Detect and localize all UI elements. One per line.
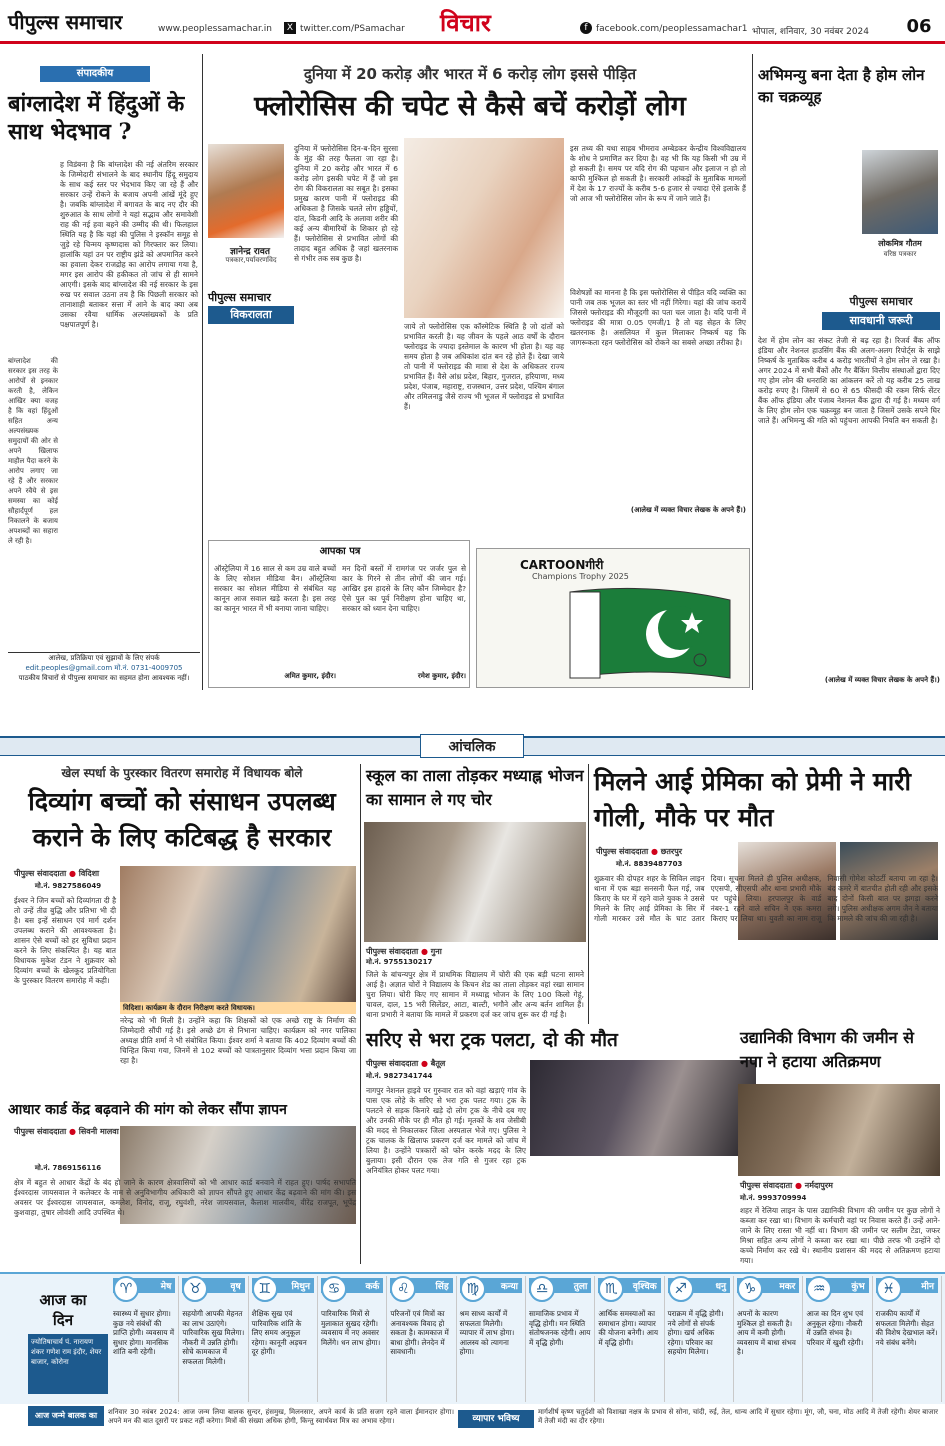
story5-body: क्षेत्र में बहुत से आधार केंद्रों के बंद हो जाने के कारण क्षेत्रवासियों को भी आधार कार्ड बनवाने में राहत हुए। पार्षद सभापति ईश्वरदास जायसवाल ने कलेक्टर के नाम से अनुविभागीय अधिकारी को ज्ञापन सौंपते हुए आधार केंद्र बढ़वाने की मांग की। इस अवसर पर ईश्वरदास जायसवाल, कमलेश, विनोद, राजू, रघुवंशी, नरेश जायसवाल, कैलाश मालवीय, वीरेंद्र राजपूत, भूपेंद्र कुशवाहा, तुषार लोवंशी आदि उपस्थित थे। (14, 1178, 356, 1217)
right-author-role: वरिष्ठ पत्रकार (883, 250, 917, 258)
main-headline: फ्लोरोसिस की चपेट से कैसे बचें करोड़ों लोग (254, 91, 686, 122)
story1-headline: दिव्यांग बच्चों को संसाधन उपलब्ध कराने के लिए कटिबद्ध है सरकार (28, 787, 336, 852)
story4-place: बैतूल (430, 1059, 446, 1068)
story6-phone: मो.नं. 9993709994 (740, 1194, 807, 1202)
zodiac-6-icon: ♎ (529, 1276, 555, 1302)
author-photo (208, 144, 284, 238)
zodiac-name: मकर (737, 1278, 799, 1293)
header-bar (0, 0, 945, 44)
zodiac-name: तुला (529, 1278, 591, 1293)
editorial-tag: संपादकीय (40, 66, 150, 82)
editorial-footer-line1: आलेख, प्रतिक्रिया एवं सुझावों के लिए संपर्क (48, 654, 160, 662)
right-author-photo (862, 150, 938, 234)
story3-phone: मो.नं. 8839487703 (616, 860, 683, 868)
story5-byline-text: पीपुल्स संवाददाता (14, 1127, 67, 1136)
zodiac-cell (595, 1276, 664, 1402)
editorial-footer (8, 652, 200, 686)
cartoon-subtitle: Champions Trophy 2025 (532, 572, 629, 581)
zodiac-5-icon: ♍ (460, 1276, 486, 1302)
zodiac-name: वृश्चिक (598, 1278, 660, 1293)
twitter-icon: X (284, 22, 296, 34)
story5-headline: आधार कार्ड केंद्र बढ़वाने की मांग को लेकर सौंपा ज्ञापन (8, 1102, 287, 1118)
right-body: देश में होम लोन का संकट तेजी से बढ़ रहा है। रिजर्व बैंक ऑफ इंडिया और नेशनल हाउसिंग बैंक की अलग-अलग रिपोर्ट्स के साझे निष्कर्ष के मुताबिक करीब 4 करोड़ भारतीयों ने होम लोन ले रखा है। अगर 2024 में सभी बैंकों और गैर बैंकिंग वित्तीय संस्थाओं द्वारा दिए गए होम लोन की धनराशि का आंकलन करें तो यह करीब 25 लाख करोड़ रुपए है। जिसमें से 60 से 65 फीसदी की रकम सिर्फ सेंटर बैंक ऑफ इंडिया और पंजाब नेशनल बैंक द्वारा दी गई है। मध्यम वर्ग के लिए होम लोन एक चक्रव्यूह बन जाता है जिसमें उसके सपने घिर जाते हैं। अभिमन्यु की गति को पहुंचना आपकी नियति बन सकती है। (758, 336, 940, 425)
zodiac-cell (249, 1276, 318, 1402)
story6-byline-text: पीपुल्स संवाददाता (740, 1181, 793, 1190)
story4-body: नागपुर नेशनल हाइवे पर गुरुवार रात को वहां खड़ाएं गांव के पास एक लोहे के सरिए से भरा ट्रक पलट गया। ट्रक के पलटने से सड़क किनारे खड़े दो लोग ट्रक के नीचे दब गए और उनकी मौके पर ही मौत हो गई। मृतकों के शव जेसीबी की मदद से निकालकर जिला अस्पताल भेजे गए। पुलिस ने ट्रक चालक के खिलाफ प्रकरण दर्ज कर मामले को जांच में लिया है। उन्होंने पत्रकारों को फोन करके मदद के लिए बुलाया। इसी दौरान एक तेज गति से गुजर रहा ट्रक अनियंत्रित होकर पलट गया। (366, 1086, 526, 1175)
facebook-icon: f (580, 22, 592, 34)
zodiac-name: मेष (113, 1278, 175, 1293)
zodiac-text: पराक्रम में वृद्धि होगी। नये लोगों से संपर्क होगा। खर्च अधिक रहेगा। परिवार का सहयोग मिलेगा। (667, 1309, 724, 1356)
main-disclaimer: (आलेख में व्यक्त विचार लेखक के अपने हैं।) (630, 506, 746, 514)
zodiac-name: धनु (668, 1278, 730, 1293)
letters-title: आपका पत्र (300, 544, 380, 560)
zodiac-1-icon: ♉ (182, 1276, 208, 1302)
zodiac-cell (110, 1276, 179, 1402)
location-pin-icon: ● (420, 947, 428, 956)
editorial-body-side: बांग्लादेश की सरकार इस तरह के आरोपों से इनकार करती है, लेकिन आखिर क्या वजह है कि वहां हिंदुओं सहित अन्य अल्पसंख्यक समुदायों की ओर से अपने खिलाफ माहौल पैदा करने के आरोप लगाए जा रहे हैं और सरकार अपने रवैये से इस समस्या का कोई सौहार्दपूर्ण हल निकालने के बजाय अपशब्दों का सहारा ले रही है। (8, 357, 58, 545)
column-divider-3 (588, 764, 589, 1024)
story4-photo (530, 1060, 756, 1156)
zodiac-cell (179, 1276, 248, 1402)
zodiac-text: अपनों के कारण मुश्किल हो सकती है। आय में कमी होगी। व्यवसाय में बाधा संभव है। (737, 1309, 796, 1356)
zodiac-9-icon: ♑ (737, 1276, 763, 1302)
zodiac-cell (387, 1276, 456, 1402)
zodiac-text: स्वास्थ्य में सुधार होगा। कुछ नये संबंधों की प्राप्ति होगी। व्यवसाय में सुधार होगा। मानसिक शांति बनी रहेगी। (113, 1309, 175, 1356)
right-headline: अभिमन्यु बना देता है होम लोन का चक्रव्यूह (758, 66, 925, 106)
zodiac-text: राजकीय कार्यों में सफलता मिलेगी। सेहत की विशेष देखभाल करें। नये संबंध बनेंगे। (875, 1309, 938, 1347)
zodiac-text: सहयोगी आपकी मेहनत का लाभ उठाएंगे। पारिवारिक सुख मिलेगा। नौकरी में उन्नति होगी। सोचे कामकाज में सफलता मिलेगी। (182, 1309, 245, 1366)
story1-kicker: खेल स्पर्धा के पुरस्कार वितरण समारोह में विधायक बोले (61, 766, 303, 780)
letter-2: मन दिनों बस्तों में रामगंज पर जर्जर पुल से कार के गिरने से तीन लोगों की जान गई। आखिर इस हादसे के लिए कौन जिम्मेदार है? ऐसे पुल का पूर्व निरीक्षण होना चाहिए था, सरकार को ध्यान देना चाहिए। (342, 564, 466, 613)
location-pin-icon: ● (420, 1059, 428, 1068)
birthday-text: शनिवार 30 नवंबर 2024: आज जन्म लिया बालक सुन्दर, हंसमुख, मिलनसार, अपने कार्य के प्रति सजग रहने वाला ईमानदार होगा। अपने मन की बात दूसरों पर प्रकट नहीं करेगा। मित्रों की संख्या अधिक होगी, किन्तु स्वार्थवश मित्र का अभाव रहेगा। (108, 1408, 454, 1425)
zodiac-cell (665, 1276, 734, 1402)
facebook-handle[interactable]: facebook.com/peoplessamachar1 (596, 24, 748, 34)
column-divider (202, 54, 203, 690)
location-pin-icon: ● (650, 847, 658, 856)
horoscope-grid (110, 1276, 942, 1402)
market-text: मार्गशीर्ष कृष्ण चतुर्दशी को विशाखा नक्षत्र के प्रभाव से सोना, चांदी, रुई, तेल, धान्य आदि में सुधार रहेगा। मूंग, जौ, चना, मोठ आदि में तेजी रहेगी। शेयर बाजार में तेजी मंदी का दौर रहेगा। (538, 1408, 938, 1425)
story6-headline: उद्यानिकी विभाग की जमीन से नपा ने हटाया अतिक्रमण (740, 1028, 914, 1071)
story1-body2: नरेन्द्र को भी मिली है। उन्होंने कहा कि शिक्षकों को एक अच्छे राष्ट्र के निर्माण की जिम्मेदारी सौंपी गई है। इसे अच्छे ढंग से निभाना चाहिए। कार्यक्रम को नगर पालिका अध्यक्ष प्रीति शर्मा ने भी संबोधित किया। ईश्वर शर्मा ने बताया कि 402 दिव्यांग बच्चों की चिन्हित किया गया, जिनमें से 102 बच्चों को पात्रतानुसार दिव्यांग भत्ता प्रदान किया जा रहा है। (120, 1016, 356, 1065)
story4-phone: मो.नं. 9827341744 (366, 1072, 433, 1080)
zodiac-2-icon: ♊ (252, 1276, 278, 1302)
zodiac-name: सिंह (390, 1278, 452, 1293)
page-number: 06 (906, 16, 932, 37)
story3-place: छतरपुर (660, 847, 683, 856)
zodiac-cell (318, 1276, 387, 1402)
main-brand: पीपुल्स समाचार (208, 291, 271, 304)
story3-byline (596, 846, 736, 857)
column-divider-2 (360, 764, 361, 1264)
zodiac-text: परिजनों एवं मित्रों का अनावश्यक विवाद हो सकता है। कामकाज में बाधा होगी। लेनदेन में सावधानी। (390, 1309, 449, 1356)
zodiac-cell (734, 1276, 803, 1402)
main-col4: विशेषज्ञों का मानना है कि इस फ्लोरोसिस से पीड़ित यदि व्यक्ति का पानी जब तक भूजल का स्तर भी नहीं गिरेगा। यहां की जांच करायें जिससे फ्लोराइड की मौजूदगी का पता चल जाता है। यदि पानी में फ्लोराइड की मात्रा 0.05 एमजी/1 है तो यह सेहत के लिए खतरनाक है। असलियत में कुल मिलाकर निष्कर्ष यह कि जागरूकता रहन फ्लोरोसिस को रोकने का सबसे अच्छा तरीका है। (570, 288, 746, 347)
right-author-name: लोकमित्र गौतम (878, 239, 922, 248)
story5-byline (14, 1126, 124, 1137)
zodiac-text: आज का दिन शुभ एवं अनुकूल रहेगा। नौकरी में उन्नति संभव है। परिवार में खुशी रहेगी। (806, 1309, 864, 1347)
story6-byline (740, 1180, 940, 1191)
zodiac-3-icon: ♋ (321, 1276, 347, 1302)
story5-place: सिवनी मालवा (78, 1127, 119, 1136)
zodiac-cell (803, 1276, 872, 1402)
editorial-footer-email[interactable]: edit.peoples@gmail.com मो.नं. 0731-4009705 (25, 664, 183, 672)
story2-byline (366, 946, 546, 957)
editorial-footer-note: पाठकीय विचारों से पीपुल्स समाचार का सहमत होना आवश्यक नहीं। (18, 674, 190, 682)
story6-photo (738, 1084, 940, 1176)
horoscope-title: आज का दिन (39, 1291, 87, 1329)
story3-headline: मिलने आई प्रेमिका को प्रेमी ने मारी गोली, मौके पर मौत (594, 767, 911, 832)
letter-2-signature: रमेश कुमार, इंदौर। (417, 672, 466, 680)
zodiac-text: सामाजिक प्रभाव में वृद्धि होगी। मन स्थिति संतोषजनक रहेगी। आय में वृद्धि होगी। (529, 1309, 591, 1347)
zodiac-4-icon: ♌ (390, 1276, 416, 1302)
author-role: पत्रकार,पर्यावरणविद (225, 256, 277, 264)
zodiac-cell (526, 1276, 595, 1402)
zodiac-text: श्रम साध्य कार्यों में सफलता मिलेगी। व्यापार में लाभ होगा। आलस्य को त्यागना होगा। (459, 1309, 515, 1356)
story1-byline (14, 868, 114, 879)
zodiac-name: मिथुन (252, 1278, 314, 1293)
zodiac-text: शैक्षिक सुख एवं पारिवारिक शांति के लिए समय अनुकूल रहेगा। कानूनी अड़चन दूर होगी। (251, 1309, 307, 1356)
cartoon-title: CARTOONगीरी (520, 558, 604, 572)
zodiac-8-icon: ♐ (668, 1276, 694, 1302)
zodiac-text: आर्थिक समस्याओं का समाधान होगा। व्यापार की योजना बनेगी। आय में वृद्धि होगी। (598, 1309, 659, 1347)
zodiac-name: कुंभ (806, 1278, 868, 1293)
story2-phone: मो.नं. 9755130217 (366, 958, 433, 966)
zodiac-7-icon: ♏ (598, 1276, 624, 1302)
website-url[interactable]: www.peoplessamachar.in (158, 24, 272, 34)
zodiac-cell (457, 1276, 526, 1402)
birthday-label: आज जन्मे बालक का फल (28, 1406, 104, 1426)
twitter-handle[interactable]: twitter.com/PSamachar (300, 24, 405, 34)
story2-body: जिले के बांचन्यपुर क्षेत्र में प्राथमिक विद्यालय में चोरी की एक बड़ी घटना सामने आई है। अज्ञात चोरों ने विद्यालय के किचन शेड का ताला तोड़कर वहां रखा सामान चुरा लिया। चोरी किए गए सामान में मध्याह्न भोजन के लिए 100 किलो गेहूं, चावल, दाल, 15 भरी सिलेंडर, आटा, बाल्टी, भगौने और अन्य बर्तन शामिल हैं। थाना प्रभारी ने बताया कि मामले में प्रकरण दर्ज कर जांच शुरू कर दी गई है। (366, 970, 584, 1019)
masthead-logo: पीपुल्स समाचार (8, 10, 123, 34)
zodiac-11-icon: ♓ (876, 1276, 902, 1302)
main-col3: इस तथ्य की यथा साहब भीमराव अम्बेडकर केन्द्रीय विश्वविद्यालय के शोध ने प्रमाणित कर दिया है। वह भी कि यह किसी भी उम्र में हो सकती है। समय पर यदि रोग की पहचान और इलाज न हो तो काफी मुश्किल हो सकती है। सरकारी आंकड़ों के मुताबिक मामलों में देश के 17 राज्यों के करीब 5-6 हजार से ज्यादा ऐसे इलाके हैं जो आज भी फ्लोरोसिस जोन के रूप में जाने जाते हैं। (570, 144, 746, 203)
story1-photo (120, 866, 356, 1002)
author-name: ज्ञानेन्द्र रावत (230, 247, 270, 257)
story2-headline: स्कूल का ताला तोड़कर मध्याह्न भोजन का सामान ले गए चोर (366, 766, 584, 809)
letter-1-signature: अमित कुमार, इंदौर। (284, 672, 336, 680)
market-label: व्यापार भविष्य (458, 1410, 534, 1428)
main-col2: जाये तो फ्लोरोसिस एक कॉस्मेटिक स्थिति है जो दांतों को प्रभावित करती है। यह जीवन के पहले आठ वर्षों के दौरान फ्लोराइड के ज्यादा इस्तेमाल के कारण भी होता है। यह वह समय होता है जब अधिकांश दांत बन रहे होते हैं। देखा जाये तो पानी में फ्लोराइड की मात्रा से देश के अधिकतर राज्य प्रभावित हैं। वैसे आंध्र प्रदेश, बिहार, गुजरात, हरियाणा, मध्य प्रदेश, पंजाब, महाराष्ट्र, राजस्थान, उत्तर प्रदेश, पश्चिम बंगाल और तमिलनाडु जैसे राज्य भी भूजल में फ्लोराइड से प्रभावित हैं। (404, 322, 564, 411)
zodiac-name: वृष (182, 1278, 244, 1293)
main-subtag: विकरालता (208, 306, 294, 324)
section-title: विचार (440, 8, 491, 37)
section-bar-title: आंचलिक (420, 734, 524, 758)
editorial-body: ह विडंबना है कि बांग्लादेश की नई अंतरिम सरकार के जिम्मेदारी संभालने के बाद स्थानीय हिंदू समुदाय के साथ कई स्तर पर भेदभाव किए जा रहे हैं और सरकार उन्हें रोकने के बजाय अपनी आंखें मूंदे हुए है। जबकि बांग्लादेश में बगावत के बाद नए दौर की शुरुआत के साथ लोगों ने यहां सद्भाव और समावेशी राह की नई हवा बहने की उम्मीद की थी। फिलहाल स्थिति यह है कि यहां की पुलिस ने इस्कॉन समूह से जुड़े रहे चिन्मय कृष्णदास को गिरफ्तार कर लिया। हालांकि यहां उन पर राष्ट्रीय झंडे को अपमानित करने का हवाला देकर राजद्रोह का आरोप लगाया गया है, मगर इस आरोप की हकीकत तो जांच से ही सामने आएगी। इसके बाद बांग्लादेश की नई सरकार के इस रुख पर सवाल उठना तय है कि पिछली सरकार को तानाशाही बताकर सत्ता में आने के बाद क्या अब उसका रवैया धार्मिक अल्पसंख्यकों के प्रति पक्षपातपूर्ण है। (60, 160, 198, 329)
story1-body: ईश्वर ने जिन बच्चों को दिव्यांगता दी है तो उन्हें तीव्र बुद्धि और प्रतिभा भी दी है। बस इन्हें संसाधन एवं मार्ग दर्शन उपलब्ध कराने की आवश्यकता है। शासन ऐसे बच्चों को हर सुविधा प्रदान करने के लिए संकल्पित है। यह बात विधायक मुकेश टंडन ने शुक्रवार को दिव्यांग बच्चों के खेलकूद प्रतियोगिता के पुरस्कार वितरण समारोह में कही। (14, 896, 116, 985)
story2-photo (364, 822, 586, 942)
story3-body: शुक्रवार की दोपहर शहर के सिविल लाइन थाना में एक बड़ा सनसनी फैल गई, जब किराए के घर में रहने वाले युवक ने उससे मिलने के लिए आई प्रेमिका के सिर में गोली मारकर उसे मौत के घाट उतार दिया। सूचना मिलते ही पुलिस अधीक्षक, एएसपी, सीएसपी और थाना प्रभारी मौके पर पहुंचे। लिया। हरपालपुर के वार्ड नंबर-1 रहने वाले सचिन ने एक कमरा किराए पर लिया था। युवती का नाम राजू निवासी गोमेश कोठर्टी बताया जा रहा है। बंद कमरे में बातचीत होती रही और इसके बाद दोनों किसी बात पर झगड़ा करने लगे। पुलिस अधीक्षक अगम जैन ने बताया कि मामले की जांच की जा रही है। (594, 874, 938, 923)
location-pin-icon: ● (68, 1127, 76, 1136)
location-pin-icon: ● (68, 869, 76, 878)
story4-byline (366, 1058, 546, 1069)
story3-byline-text: पीपुल्स संवाददाता (596, 847, 649, 856)
story4-byline-text: पीपुल्स संवाददाता (366, 1059, 419, 1068)
story2-place: गुना (430, 947, 442, 956)
horoscope-sub: ज्योतिषाचार्य पं. नारायण शंकर गणेश राम इंदौर, शेयर बाजार, कोरोना (28, 1334, 108, 1394)
zodiac-10-icon: ♒ (806, 1276, 832, 1302)
zodiac-cell (873, 1276, 942, 1402)
zodiac-0-icon: ♈ (113, 1276, 139, 1302)
story6-body: शहर में रेलिया लाइन के पास उद्यानिकी विभाग की जमीन पर कुछ लोगों ने कब्जा कर रखा था। विभाग के कर्मचारी वहां पर निवास करते हैं। उन्हें आने-जाने के लिए रास्ता भी नहीं था। विभाग की जमीन पर सलीम टेडा, जफर मिश्रा सहित अन्य लोगों ने कब्जा कर रखा था। पीछे तरफ भी उन्होंने दो कच्चे निर्माण कर रखे थे। स्थानीय प्रशासन की मदद से अतिक्रमण हटाया गया। (740, 1206, 940, 1265)
story6-place: नर्मदापुरम (804, 1181, 833, 1190)
story2-byline-text: पीपुल्स संवाददाता (366, 947, 419, 956)
story1-place: विदिशा (78, 869, 100, 878)
zodiac-text: पारिवारिक मित्रों से मुलाकात सुखद रहेगी। व्यवसाय में नए अवसर मिलेंगे। धन लाभ होगा। (321, 1309, 381, 1347)
right-brand: पीपुल्स समाचार (849, 295, 913, 308)
story1-caption: विदिशा। कार्यक्रम के दौरान निरीक्षण करते विधायक। (120, 1002, 356, 1014)
zodiac-name: कन्या (460, 1278, 522, 1293)
right-disclaimer: (आलेख में व्यक्त विचार लेखक के अपने हैं।) (824, 676, 940, 684)
story4-headline: सरिए से भरा ट्रक पलटा, दो की मौत (366, 1029, 618, 1051)
main-kicker: दुनिया में 20 करोड़ और भारत में 6 करोड़ लोग इससे पीड़ित (303, 65, 637, 83)
zodiac-name: मीन (876, 1278, 938, 1293)
editorial-headline: बांग्लादेश में हिंदुओं के साथ भेदभाव ? (8, 91, 185, 145)
right-subtag: सावधानी जरूरी (822, 312, 940, 330)
main-photo (404, 138, 564, 318)
right-divider (752, 54, 753, 690)
dateline: भोपाल, शनिवार, 30 नवंबर 2024 (752, 27, 870, 37)
story5-phone: मो.नं. 7869156116 (34, 1164, 102, 1172)
story1-phone: मो.नं. 9827586049 (34, 882, 102, 890)
cartoon-drawing (560, 582, 740, 686)
story1-byline-text: पीपुल्स संवाददाता (14, 869, 67, 878)
zodiac-name: कर्क (321, 1278, 383, 1293)
main-col1: दुनिया में फ्लोरोसिस दिन-ब-दिन सुरसा के मुंह की तरह फैलता जा रहा है। दुनिया में 20 करोड़ और भारत में 6 करोड़ लोग इसकी चपेट में हैं जो इस रोग की विकरालता का सबूत है। इसका प्रमुख कारण पानी में फ्लोराइड की अधिकता है जिसके चलते लोग हड्डियों, दांत, किडनी आदि के अलावा शरीर की कई अन्य बीमारियों के शिकार हो रहे हैं। फ्लोरोसिस से प्रभावित लोगों की तादाद बहुत अधिक है जहां खतरनाक से गंभीर तक सब कुछ है। (294, 144, 398, 263)
letter-1: ऑस्ट्रेलिया में 16 साल से कम उम्र वाले बच्चों के लिए सोशल मीडिया बैन। ऑस्ट्रेलिया सरकार का सोशल मीडिया से संबंधित यह कानून आज सवाल खड़े करता है। इस तरह का कानून भारत में भी बनाया जाना चाहिए। (214, 564, 336, 613)
location-pin-icon: ● (794, 1181, 802, 1190)
